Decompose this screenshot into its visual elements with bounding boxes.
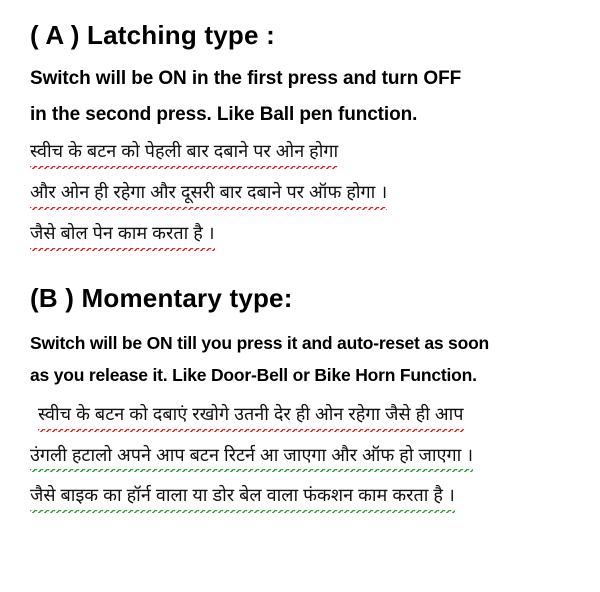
- section-b-hindi-line-3: जैसे बाइक का हॉर्न वाला या डोर बेल वाला फंकशन काम करता है ।: [30, 482, 455, 513]
- section-b-english-line-1: Switch will be ON till you press it and auto-reset as soon: [30, 333, 490, 354]
- section-b-heading: (B ) Momentary type:: [30, 282, 293, 313]
- section-a-english-line-1: Switch will be ON in the first press and turn OFF: [30, 68, 462, 90]
- section-a-hindi-line-1: स्वीच के बटन को पेहली बार दबाने पर ओन होगा: [30, 138, 338, 169]
- section-a-hindi-line-3: जैसे बोल पेन काम करता है ।: [30, 220, 215, 251]
- section-b-hindi-line-1: स्वीच के बटन को दबाएं रखोगे उतनी देर ही ओन रहेगा जैसे ही आप: [38, 401, 464, 432]
- section-momentary-type: [30, 283, 578, 523]
- section-b-hindi-block: [30, 401, 578, 524]
- section-latching-type: [30, 20, 578, 261]
- section-b-english-line-2: as you release it. Like Door-Bell or Bike Horn Function.: [30, 365, 477, 386]
- section-a-english-line-2: in the second press. Like Ball pen function.: [30, 103, 418, 125]
- section-a-hindi-block: [30, 138, 578, 261]
- section-a-heading: ( A ) Latching type :: [30, 20, 275, 50]
- section-b-hindi-line-2: उंगली हटालो अपने आप बटन रिटर्न आ जाएगा और ऑफ हो जाएगा ।: [30, 442, 473, 473]
- section-a-hindi-line-2: और ओन ही रहेगा और दूसरी बार दबाने पर ऑफ होगा ।: [30, 179, 387, 210]
